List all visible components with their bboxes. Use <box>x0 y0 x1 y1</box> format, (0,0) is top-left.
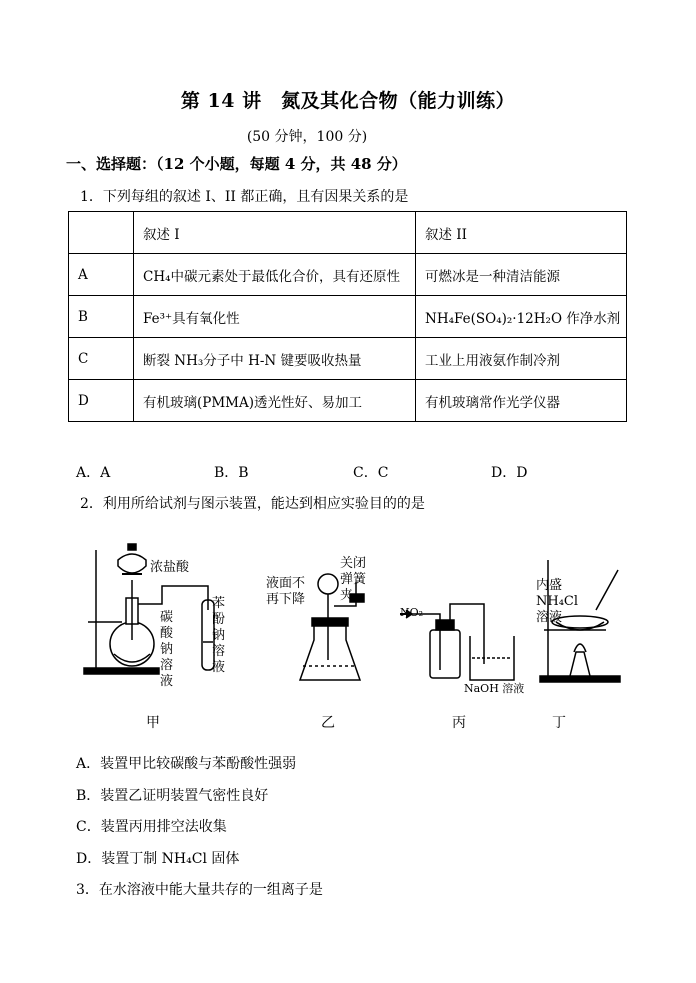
question-2-option-b: B．装置乙证明装置气密性良好 <box>76 788 269 804</box>
apparatus-jia <box>84 544 214 674</box>
statement-1: 断裂 NH₃分子中 H-N 键要吸收热量 <box>134 338 416 380</box>
label-nh4cl-dish: 内盛NH₄Cl溶液 <box>536 578 579 625</box>
row-label: B <box>69 296 134 338</box>
apparatus-name-yi: 乙 <box>321 715 335 731</box>
option-d: D．D <box>491 465 528 481</box>
table-row <box>69 254 627 296</box>
table-header-cell: 叙述 I <box>134 212 416 254</box>
statement-1: Fe³⁺具有氧化性 <box>134 296 416 338</box>
statement-2: NH₄Fe(SO₄)₂·12H₂O 作净水剂 <box>416 296 627 338</box>
statement-2: 工业上用液氨作制冷剂 <box>416 338 627 380</box>
apparatus-name-ding: 丁 <box>552 715 566 731</box>
table-header-cell <box>69 212 134 254</box>
label-level-stable: 液面不再下降 <box>266 576 306 607</box>
label-conc-hcl: 浓盐酸 <box>150 560 190 575</box>
table-row <box>69 338 627 380</box>
label-na2co3-solution: 碳酸钠溶液 <box>160 610 174 689</box>
row-label: C <box>69 338 134 380</box>
statement-2: 可燃冰是一种清洁能源 <box>416 254 627 296</box>
question-2-option-d: D．装置丁制 NH₄Cl 固体 <box>76 851 240 867</box>
row-label: A <box>69 254 134 296</box>
table-row <box>69 380 627 422</box>
table-header-row <box>69 212 627 254</box>
page-subtitle: (50 分钟，100 分) <box>246 129 368 145</box>
question-2-stem: 2．利用所给试剂与图示装置，能达到相应实验目的的是 <box>80 496 425 512</box>
question-1-table <box>68 211 627 422</box>
question-1-stem: 1．下列每组的叙述 I、II 都正确，且有因果关系的是 <box>80 189 409 205</box>
label-naoh-solution: NaOH 溶液 <box>464 682 525 695</box>
question-2-option-a: A．装置甲比较碳酸与苯酚酸性强弱 <box>76 756 297 772</box>
label-phenoxide-solution: 苯酚钠溶液 <box>212 596 226 675</box>
question-2-option-c: C．装置丙用排空法收集 <box>76 819 227 835</box>
option-c: C．C <box>353 465 389 481</box>
statement-1: 有机玻璃(PMMA)透光性好、易加工 <box>134 380 416 422</box>
apparatus-name-bing: 丙 <box>452 715 466 731</box>
statement-2: 有机玻璃常作光学仪器 <box>416 380 627 422</box>
option-a: A．A <box>76 465 111 481</box>
row-label: D <box>69 380 134 422</box>
label-no2: NO₂ <box>400 606 424 619</box>
section-heading: 一、选择题：（12 个小题，每题 4 分，共 48 分） <box>66 155 407 173</box>
table-header-cell: 叙述 II <box>416 212 627 254</box>
statement-1: CH₄中碳元素处于最低化合价，具有还原性 <box>134 254 416 296</box>
question-3-stem: 3．在水溶液中能大量共存的一组离子是 <box>76 882 323 898</box>
label-close-clamp: 关闭弹簧夹 <box>340 556 367 603</box>
apparatus-name-jia: 甲 <box>146 715 160 731</box>
option-b: B．B <box>214 465 249 481</box>
page-title: 第 14 讲 氮及其化合物（能力训练） <box>180 90 516 112</box>
table-row <box>69 296 627 338</box>
